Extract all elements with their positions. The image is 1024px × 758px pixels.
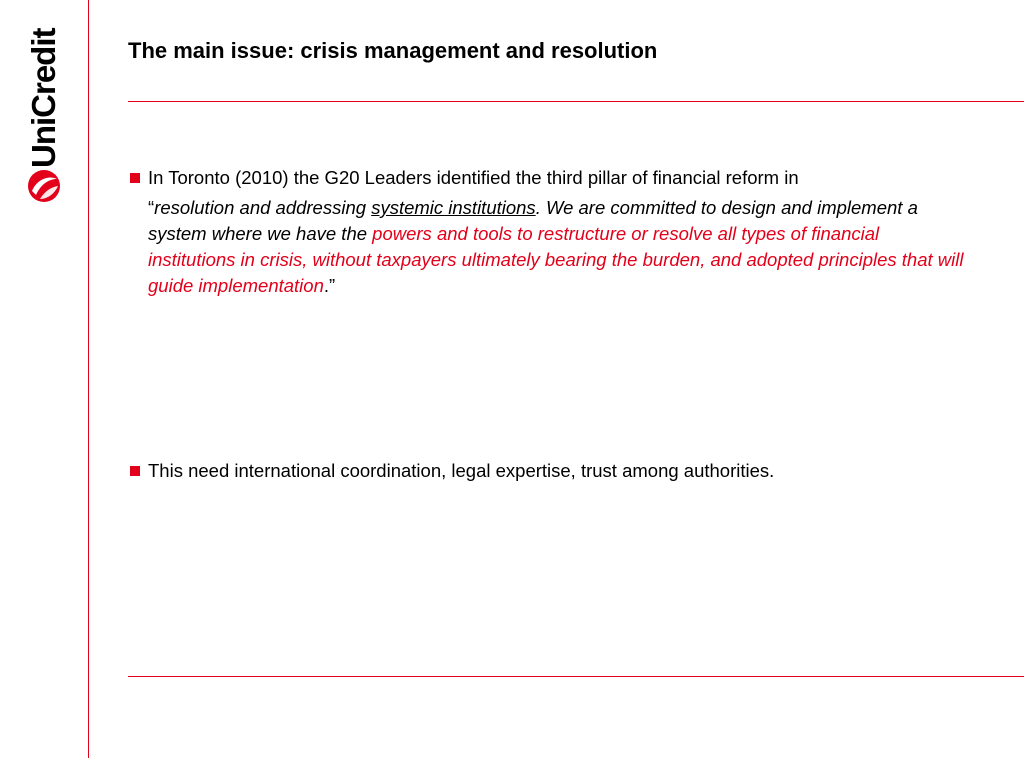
sidebar-divider — [88, 0, 89, 758]
logo-wordmark: UniCredit — [25, 28, 62, 168]
close-quote: .” — [323, 275, 336, 296]
quote-italic-1: resolution and addressing — [154, 197, 372, 218]
footer-divider — [128, 676, 1024, 677]
bullet-quote — [148, 195, 970, 299]
bullet-square-icon — [130, 466, 140, 476]
bullet-text: This need international coordination, legal expertise, trust among authorities. — [148, 460, 775, 481]
quote-highlight: powers and tools to restructure or resolve all types of financial institutions in crisis, without taxpayers ultimately bearing the burden, and adopted principles that will guide implementation — [148, 223, 964, 296]
brand-logo — [24, 30, 64, 205]
quote-underlined: systemic institutions — [371, 197, 536, 218]
bullet-item — [130, 458, 970, 484]
bullet-item — [130, 165, 970, 299]
title-divider — [128, 101, 1024, 102]
bullet-text — [148, 165, 970, 299]
bullet-intro: In Toronto (2010) the G20 Leaders identified the third pillar of financial reform in — [148, 167, 799, 188]
quote-italic-2: . We are committed to design and implement a system where we have the — [148, 197, 918, 244]
unicredit-logo-mark-icon — [27, 169, 61, 203]
bullet-square-icon — [130, 173, 140, 183]
open-quote: “ — [148, 197, 155, 218]
page-title: The main issue: crisis management and resolution — [128, 38, 658, 63]
